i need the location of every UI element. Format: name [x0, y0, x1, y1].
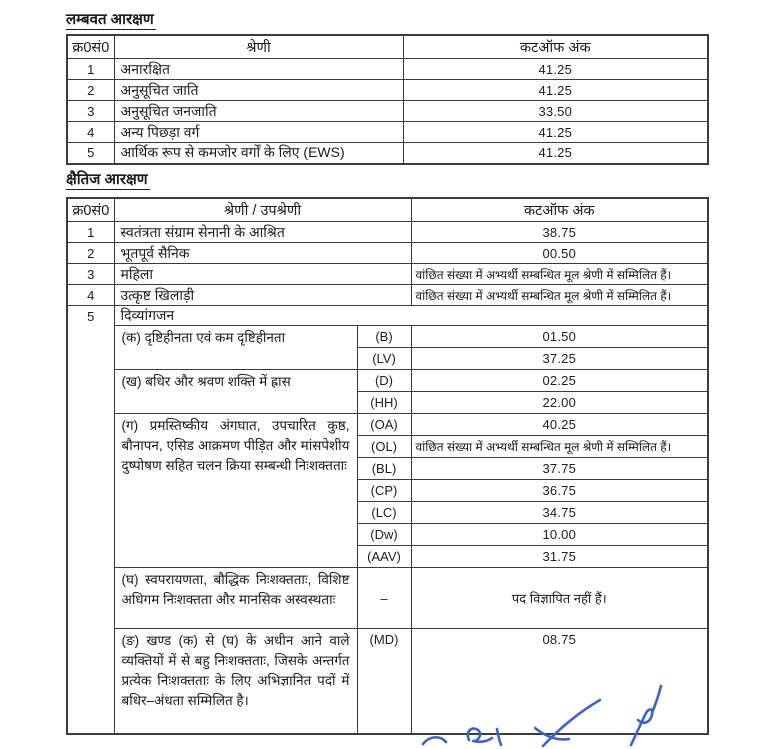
cell-sno: 1 — [67, 59, 114, 80]
table-header-row — [67, 35, 708, 59]
cell-cutoff-note: वांछित संख्या में अभ्यर्थी सम्बन्धित मूल श्रेणी में सम्मिलित हैं। — [411, 285, 708, 306]
cell-code: (BL) — [357, 458, 411, 480]
header-category: श्रेणी — [114, 35, 403, 59]
cell-cutoff: 37.25 — [411, 348, 708, 370]
cell-sno: 3 — [67, 101, 114, 122]
cell-code: – — [357, 568, 411, 629]
table-subrow — [67, 568, 708, 629]
cell-code: (LV) — [357, 348, 411, 370]
cell-sno: 1 — [67, 222, 114, 243]
cell-sno: 3 — [67, 264, 114, 285]
cell-cutoff: 22.00 — [411, 392, 708, 414]
cell-cutoff: 41.25 — [403, 59, 708, 80]
cell-code: (B) — [357, 326, 411, 348]
cell-code: (Dw) — [357, 524, 411, 546]
cell-code: (OL) — [357, 436, 411, 458]
table-row — [67, 285, 708, 306]
cell-cutoff: 01.50 — [411, 326, 708, 348]
header-sno: क्र0सं0 — [67, 198, 114, 222]
cell-cutoff: 37.75 — [411, 458, 708, 480]
cell-code: (OA) — [357, 414, 411, 436]
cell-sno: 2 — [67, 80, 114, 101]
cell-sno: 4 — [67, 122, 114, 143]
cell-subcategory: (क) दृष्टिहीनता एवं कम दृष्टिहीनता — [114, 326, 357, 370]
cell-cutoff: 36.75 — [411, 480, 708, 502]
header-category: श्रेणी / उपश्रेणी — [114, 198, 411, 222]
cell-cutoff: 10.00 — [411, 524, 708, 546]
cell-cutoff: 08.75 — [411, 629, 708, 734]
cell-category: स्वतंत्रता संग्राम सेनानी के आश्रित — [114, 222, 411, 243]
table-row — [67, 243, 708, 264]
table-row — [67, 122, 708, 143]
horizontal-reservation-table — [66, 197, 709, 735]
table-header-row — [67, 198, 708, 222]
cell-subcategory: (ङ) खण्ड (क) से (घ) के अधीन आने वाले व्यक्तियों में से बहु निःशक्तताः, जिसके अन्तर्गत प्रत्येक निःशक्तताः के लिए अभिज्ञानित पदों में बधिर–अंधता सम्मिलित है। — [114, 629, 357, 734]
cell-sno: 5 — [67, 306, 114, 734]
header-sno: क्र0सं0 — [67, 35, 114, 59]
cell-cutoff: 00.50 — [411, 243, 708, 264]
table-row-divyangjan — [67, 306, 708, 326]
cell-code: (MD) — [357, 629, 411, 734]
header-cutoff: कटऑफ अंक — [411, 198, 708, 222]
table-row — [67, 80, 708, 101]
cell-cutoff: 34.75 — [411, 502, 708, 524]
cell-cutoff: 38.75 — [411, 222, 708, 243]
header-cutoff: कटऑफ अंक — [403, 35, 708, 59]
table-row — [67, 264, 708, 285]
cell-cutoff-note: वांछित संख्या में अभ्यर्थी सम्बन्धित मूल श्रेणी में सम्मिलित हैं। — [411, 436, 708, 458]
cell-category: अन्य पिछड़ा वर्ग — [114, 122, 403, 143]
cell-cutoff-note: पद विज्ञापित नहीं हैं। — [411, 568, 708, 629]
horizontal-reservation-title: क्षैतिज आरक्षण — [66, 171, 148, 188]
table-subrow — [67, 326, 708, 348]
vertical-reservation-table — [66, 34, 709, 165]
table-row — [67, 143, 708, 164]
cell-sno: 5 — [67, 143, 114, 164]
table-subrow — [67, 629, 708, 734]
cell-subcategory: (ग) प्रमस्तिष्कीय अंगघात, उपचारित कुष्ठ, बौनापन, एसिड आक्रमण पीड़ित और मांसपेशीय दुष्पोषण सहित चलन क्रिया सम्बन्धी निःशक्तताः — [114, 414, 357, 568]
cell-category: भूतपूर्व सैनिक — [114, 243, 411, 264]
cell-cutoff: 41.25 — [403, 122, 708, 143]
table-row — [67, 101, 708, 122]
cell-code: (LC) — [357, 502, 411, 524]
table-row — [67, 59, 708, 80]
cell-category: आर्थिक रूप से कमजोर वर्गों के लिए (EWS) — [114, 143, 403, 164]
cell-category: उत्कृष्ट खिलाड़ी — [114, 285, 411, 306]
cell-sno: 2 — [67, 243, 114, 264]
table-subrow — [67, 370, 708, 392]
cell-subcategory: (घ) स्वपरायणता, बौद्धिक निःशक्तताः, विशिष्ट अधिगम निःशक्तता और मानसिक अस्वस्थताः — [114, 568, 357, 629]
cell-cutoff: 41.25 — [403, 143, 708, 164]
cell-code: (D) — [357, 370, 411, 392]
cell-subcategory: (ख) बधिर और श्रवण शक्ति में ह्रास — [114, 370, 357, 414]
cell-category: दिव्यांगजन — [114, 306, 708, 326]
cell-cutoff: 31.75 — [411, 546, 708, 568]
cell-code: (HH) — [357, 392, 411, 414]
table-row — [67, 222, 708, 243]
cell-cutoff-note: वांछित संख्या में अभ्यर्थी सम्बन्धित मूल श्रेणी में सम्मिलित हैं। — [411, 264, 708, 285]
cell-category: अनुसूचित जनजाति — [114, 101, 403, 122]
cell-category: अनुसूचित जाति — [114, 80, 403, 101]
cell-cutoff: 40.25 — [411, 414, 708, 436]
cell-category: अनारक्षित — [114, 59, 403, 80]
vertical-reservation-title: लम्बवत आरक्षण — [66, 11, 154, 28]
cell-category: महिला — [114, 264, 411, 285]
cell-code: (CP) — [357, 480, 411, 502]
cell-cutoff: 33.50 — [403, 101, 708, 122]
cell-cutoff: 02.25 — [411, 370, 708, 392]
cell-sno: 4 — [67, 285, 114, 306]
cell-code: (AAV) — [357, 546, 411, 568]
table-subrow — [67, 414, 708, 436]
cell-cutoff: 41.25 — [403, 80, 708, 101]
